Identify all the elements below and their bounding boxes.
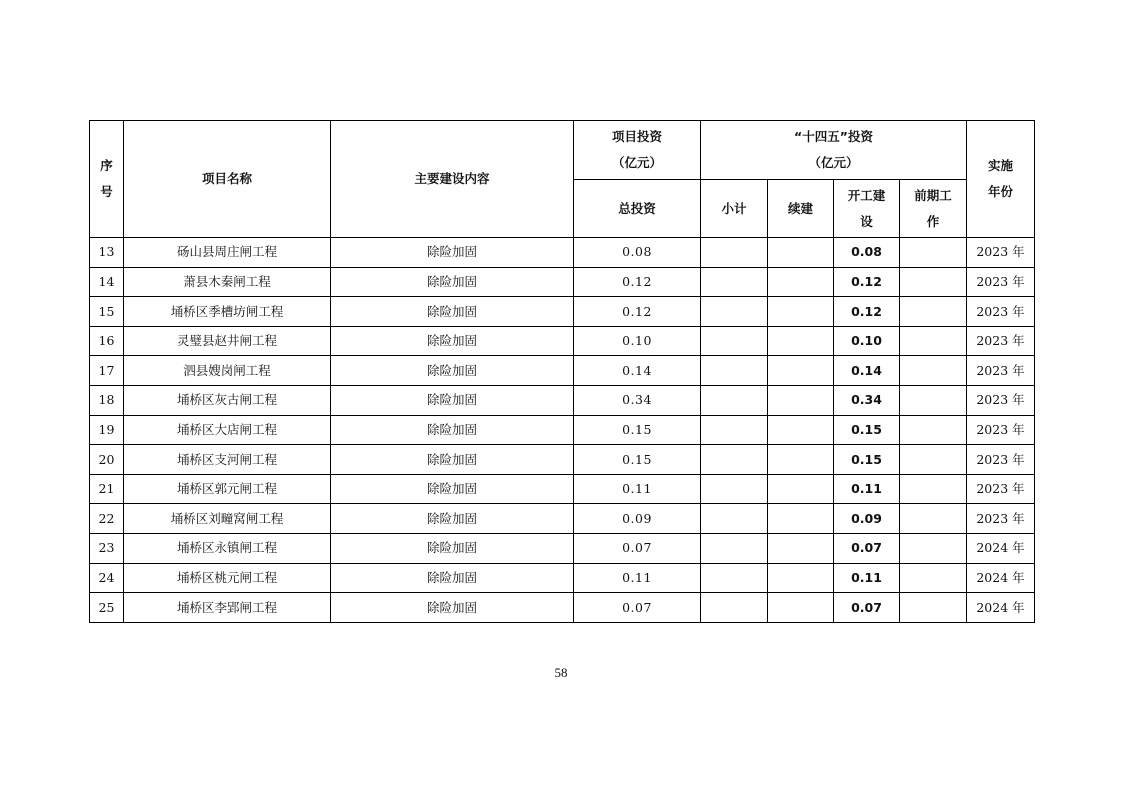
- table-row: [90, 267, 1035, 297]
- table-row: [90, 415, 1035, 445]
- cell-project-name: 埇桥区灰古闸工程: [124, 385, 331, 415]
- page-number: 58: [554, 665, 568, 680]
- cell-total-investment: 0.07: [574, 533, 701, 563]
- cell-main-content: 除险加固: [331, 297, 574, 327]
- cell-seq: 15: [90, 297, 124, 327]
- cell-continued: [768, 326, 834, 356]
- cell-project-name: 灵璧县赵井闸工程: [124, 326, 331, 356]
- header-main-content: 主要建设内容: [331, 121, 574, 238]
- cell-subtotal: [701, 238, 768, 268]
- header-plan-investment: “十四五”投资 （亿元）: [701, 121, 967, 180]
- table-body: [90, 238, 1035, 623]
- cell-preliminary-work: [900, 504, 967, 534]
- cell-project-name: 埇桥区支河闸工程: [124, 445, 331, 475]
- cell-seq: 21: [90, 474, 124, 504]
- cell-implementation-year: 2023 年: [967, 267, 1035, 297]
- cell-seq: 19: [90, 415, 124, 445]
- cell-subtotal: [701, 356, 768, 386]
- cell-continued: [768, 563, 834, 593]
- cell-implementation-year: 2023 年: [967, 415, 1035, 445]
- cell-new-construction: 0.10: [834, 326, 900, 356]
- cell-new-construction: 0.15: [834, 415, 900, 445]
- cell-continued: [768, 356, 834, 386]
- cell-subtotal: [701, 297, 768, 327]
- cell-new-construction: 0.14: [834, 356, 900, 386]
- table-row: [90, 385, 1035, 415]
- cell-main-content: 除险加固: [331, 415, 574, 445]
- cell-seq: 23: [90, 533, 124, 563]
- cell-preliminary-work: [900, 445, 967, 475]
- cell-subtotal: [701, 267, 768, 297]
- cell-preliminary-work: [900, 533, 967, 563]
- cell-implementation-year: 2024 年: [967, 593, 1035, 623]
- cell-preliminary-work: [900, 474, 967, 504]
- cell-new-construction: 0.09: [834, 504, 900, 534]
- table-row: [90, 297, 1035, 327]
- cell-continued: [768, 504, 834, 534]
- cell-main-content: 除险加固: [331, 474, 574, 504]
- cell-main-content: 除险加固: [331, 563, 574, 593]
- cell-new-construction: 0.11: [834, 563, 900, 593]
- cell-new-construction: 0.34: [834, 385, 900, 415]
- cell-total-investment: 0.34: [574, 385, 701, 415]
- table-row: [90, 504, 1035, 534]
- cell-preliminary-work: [900, 267, 967, 297]
- cell-total-investment: 0.11: [574, 563, 701, 593]
- cell-subtotal: [701, 445, 768, 475]
- cell-preliminary-work: [900, 563, 967, 593]
- cell-preliminary-work: [900, 415, 967, 445]
- cell-main-content: 除险加固: [331, 326, 574, 356]
- cell-total-investment: 0.11: [574, 474, 701, 504]
- cell-seq: 24: [90, 563, 124, 593]
- cell-implementation-year: 2023 年: [967, 445, 1035, 475]
- cell-new-construction: 0.08: [834, 238, 900, 268]
- table-row: [90, 593, 1035, 623]
- cell-total-investment: 0.09: [574, 504, 701, 534]
- cell-main-content: 除险加固: [331, 267, 574, 297]
- cell-seq: 22: [90, 504, 124, 534]
- cell-subtotal: [701, 415, 768, 445]
- cell-project-name: 萧县木秦闸工程: [124, 267, 331, 297]
- cell-preliminary-work: [900, 326, 967, 356]
- cell-subtotal: [701, 474, 768, 504]
- cell-implementation-year: 2023 年: [967, 385, 1035, 415]
- cell-implementation-year: 2023 年: [967, 474, 1035, 504]
- cell-main-content: 除险加固: [331, 238, 574, 268]
- table-row: [90, 445, 1035, 475]
- cell-total-investment: 0.10: [574, 326, 701, 356]
- cell-subtotal: [701, 504, 768, 534]
- table-row: [90, 563, 1035, 593]
- cell-new-construction: 0.12: [834, 297, 900, 327]
- cell-implementation-year: 2023 年: [967, 238, 1035, 268]
- table-header: [90, 121, 1035, 238]
- table-row: [90, 533, 1035, 563]
- cell-project-name: 埇桥区刘疃窝闸工程: [124, 504, 331, 534]
- cell-continued: [768, 238, 834, 268]
- header-subtotal: 小计: [701, 180, 768, 238]
- cell-seq: 16: [90, 326, 124, 356]
- cell-new-construction: 0.12: [834, 267, 900, 297]
- table-row: [90, 356, 1035, 386]
- cell-implementation-year: 2023 年: [967, 297, 1035, 327]
- cell-continued: [768, 385, 834, 415]
- cell-continued: [768, 533, 834, 563]
- cell-total-investment: 0.12: [574, 267, 701, 297]
- header-project-name: 项目名称: [124, 121, 331, 238]
- cell-total-investment: 0.15: [574, 445, 701, 475]
- header-total-investment: 总投资: [574, 180, 701, 238]
- cell-seq: 18: [90, 385, 124, 415]
- cell-preliminary-work: [900, 238, 967, 268]
- table-row: [90, 238, 1035, 268]
- cell-main-content: 除险加固: [331, 533, 574, 563]
- header-preliminary-work: 前期工 作: [900, 180, 967, 238]
- cell-implementation-year: 2023 年: [967, 326, 1035, 356]
- cell-continued: [768, 267, 834, 297]
- cell-preliminary-work: [900, 593, 967, 623]
- cell-main-content: 除险加固: [331, 356, 574, 386]
- cell-continued: [768, 297, 834, 327]
- cell-total-investment: 0.07: [574, 593, 701, 623]
- table-row: [90, 326, 1035, 356]
- cell-total-investment: 0.08: [574, 238, 701, 268]
- cell-main-content: 除险加固: [331, 504, 574, 534]
- cell-subtotal: [701, 385, 768, 415]
- cell-project-name: 埇桥区大店闸工程: [124, 415, 331, 445]
- cell-main-content: 除险加固: [331, 593, 574, 623]
- cell-main-content: 除险加固: [331, 445, 574, 475]
- cell-preliminary-work: [900, 356, 967, 386]
- cell-main-content: 除险加固: [331, 385, 574, 415]
- cell-project-name: 埇桥区郭元闸工程: [124, 474, 331, 504]
- cell-new-construction: 0.07: [834, 533, 900, 563]
- cell-continued: [768, 415, 834, 445]
- cell-continued: [768, 474, 834, 504]
- cell-preliminary-work: [900, 297, 967, 327]
- cell-new-construction: 0.07: [834, 593, 900, 623]
- cell-continued: [768, 593, 834, 623]
- cell-implementation-year: 2023 年: [967, 504, 1035, 534]
- cell-total-investment: 0.15: [574, 415, 701, 445]
- cell-new-construction: 0.15: [834, 445, 900, 475]
- header-implementation-year: 实施 年份: [967, 121, 1035, 238]
- cell-implementation-year: 2024 年: [967, 563, 1035, 593]
- cell-subtotal: [701, 533, 768, 563]
- cell-new-construction: 0.11: [834, 474, 900, 504]
- header-seq: 序 号: [90, 121, 124, 238]
- cell-subtotal: [701, 563, 768, 593]
- cell-project-name: 埇桥区永镇闸工程: [124, 533, 331, 563]
- header-project-investment: 项目投资 （亿元）: [574, 121, 701, 180]
- cell-total-investment: 0.14: [574, 356, 701, 386]
- cell-project-name: 埇桥区李郢闸工程: [124, 593, 331, 623]
- cell-seq: 14: [90, 267, 124, 297]
- cell-project-name: 埇桥区桃元闸工程: [124, 563, 331, 593]
- header-new-construction: 开工建 设: [834, 180, 900, 238]
- cell-seq: 13: [90, 238, 124, 268]
- cell-total-investment: 0.12: [574, 297, 701, 327]
- table-row: [90, 474, 1035, 504]
- cell-project-name: 埇桥区季槽坊闸工程: [124, 297, 331, 327]
- cell-seq: 25: [90, 593, 124, 623]
- cell-implementation-year: 2024 年: [967, 533, 1035, 563]
- cell-seq: 17: [90, 356, 124, 386]
- cell-continued: [768, 445, 834, 475]
- cell-subtotal: [701, 593, 768, 623]
- cell-subtotal: [701, 326, 768, 356]
- cell-implementation-year: 2023 年: [967, 356, 1035, 386]
- cell-preliminary-work: [900, 385, 967, 415]
- cell-project-name: 砀山县周庄闸工程: [124, 238, 331, 268]
- header-continued: 续建: [768, 180, 834, 238]
- cell-project-name: 泗县嫂岗闸工程: [124, 356, 331, 386]
- project-table: [89, 120, 1035, 623]
- cell-seq: 20: [90, 445, 124, 475]
